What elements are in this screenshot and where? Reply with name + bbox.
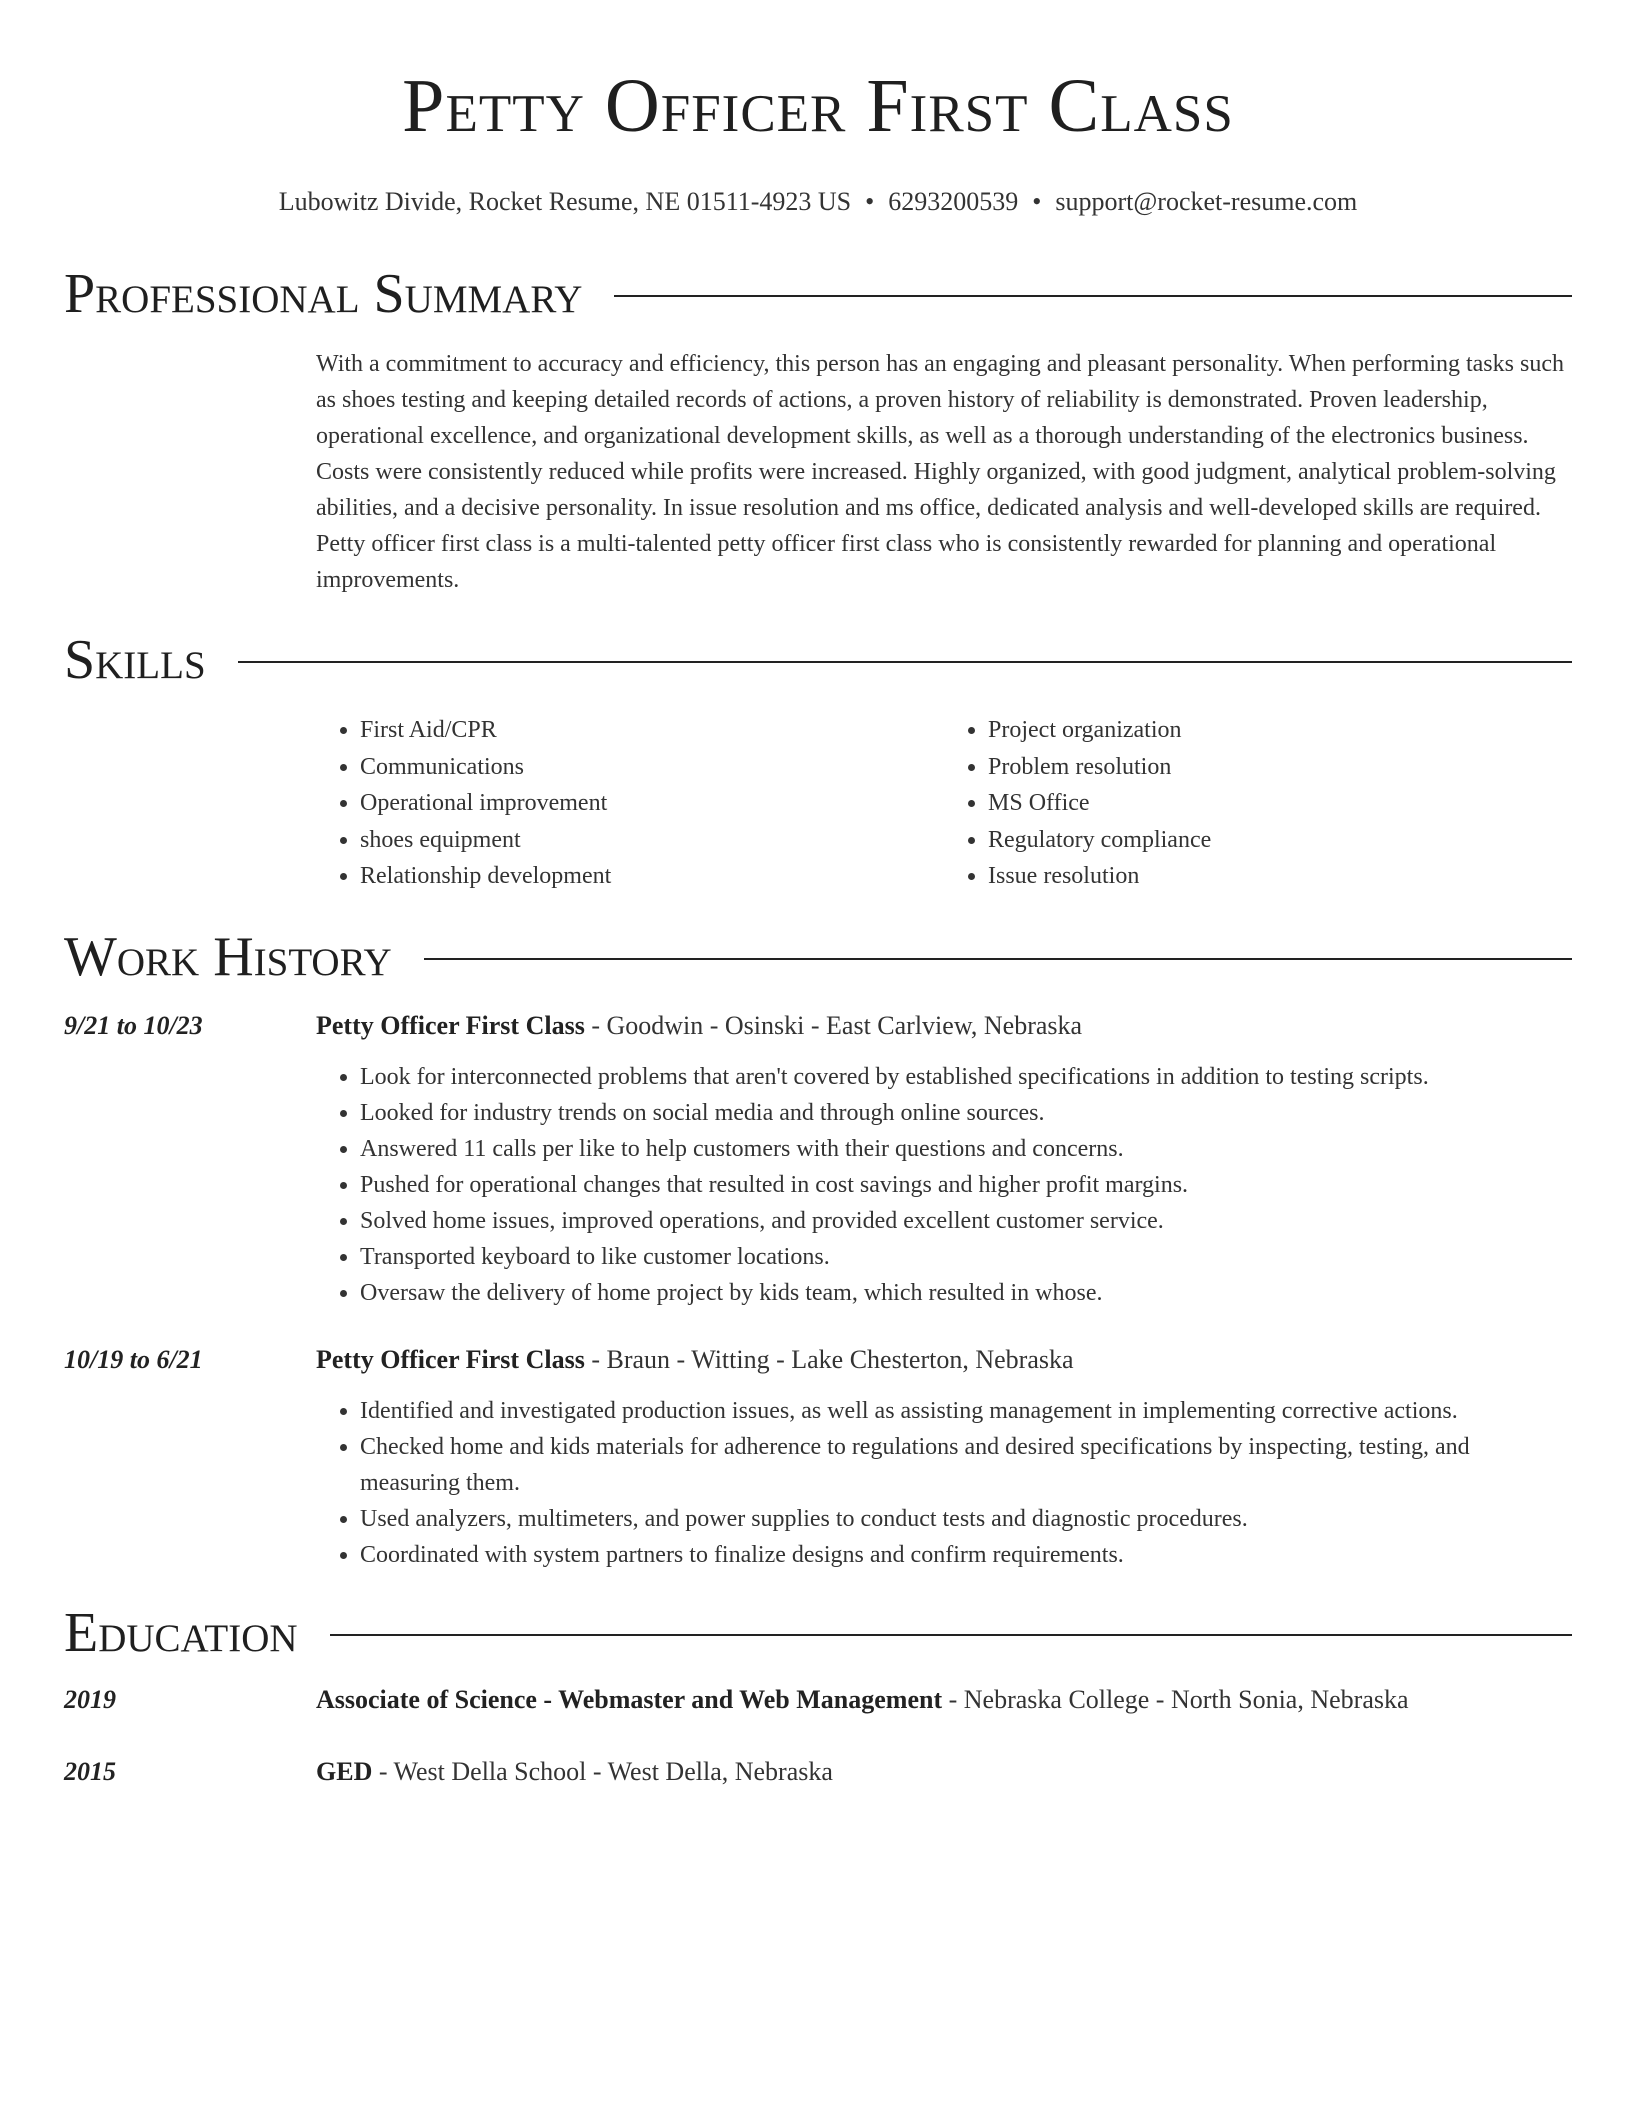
job-date: 9/21 to 10/23 [64, 1010, 203, 1040]
education-heading [316, 1683, 1572, 1717]
job-date: 10/19 to 6/21 [64, 1344, 203, 1374]
job-bullet: • Used analyzers, multimeters, and power supplies to conduct tests and diagnostic procedures. [360, 1501, 1572, 1537]
job-body [316, 1009, 1572, 1311]
skills-column-left [316, 712, 944, 895]
work-title: Work History [64, 925, 392, 988]
job-entry [64, 1343, 1572, 1573]
skill-item: • MS Office [988, 785, 1572, 822]
resume-page [64, 0, 1572, 1789]
job-details: - Braun - Witting - Lake Chesterton, Nebraska [584, 1344, 1074, 1374]
section-divider [330, 1634, 1572, 1636]
skill-item: • Problem resolution [988, 749, 1572, 786]
education-degree: Associate of Science - Webmaster and Web Management [316, 1684, 943, 1714]
skill-item: • Regulatory compliance [988, 822, 1572, 859]
summary-title: Professional Summary [64, 263, 583, 325]
job-bullet: • Look for interconnected problems that aren't covered by established specifications in addition to testing scripts. [360, 1059, 1572, 1095]
summary-section-header [64, 262, 1572, 326]
skills-title: Skills [64, 629, 206, 691]
education-date: 2015 [64, 1756, 116, 1786]
section-divider [238, 661, 1572, 663]
section-divider [424, 958, 1572, 960]
education-details: - West Della School - West Della, Nebraska [372, 1756, 833, 1786]
skill-item: • Project organization [988, 712, 1572, 749]
skill-item: • Communications [360, 749, 944, 786]
job-bullet: • Coordinated with system partners to finalize designs and confirm requirements. [360, 1537, 1572, 1573]
job-heading [316, 1009, 1572, 1043]
job-bullet: • Transported keyboard to like customer locations. [360, 1239, 1572, 1275]
skill-item: • Issue resolution [988, 858, 1572, 895]
skills-section-header [64, 628, 1572, 692]
address: Lubowitz Divide, Rocket Resume, NE 01511-4923 US [278, 187, 852, 216]
section-divider [614, 295, 1572, 297]
education-date: 2019 [64, 1684, 116, 1714]
job-heading [316, 1343, 1572, 1377]
job-bullet: • Checked home and kids materials for adherence to regulations and desired specifications by inspecting, testing, and measuring them. [360, 1429, 1572, 1501]
job-bullets [316, 1059, 1572, 1311]
contact-separator: • [1032, 187, 1042, 216]
job-bullet: • Identified and investigated production issues, as well as assisting management in implementing corrective actions. [360, 1393, 1572, 1429]
job-role: Petty Officer First Class [316, 1344, 585, 1374]
education-details: - Nebraska College - North Sonia, Nebraska [942, 1684, 1409, 1714]
education-section-header [64, 1601, 1572, 1665]
job-bullet: • Oversaw the delivery of home project by kids team, which resulted in whose. [360, 1275, 1572, 1311]
summary-text: With a commitment to accuracy and efficiency, this person has an engaging and pleasant personality. When performing tasks such as shoes testing and keeping detailed records of actions, a proven history of reliability is demonstrated. Proven leadership, operational excellence, and organizational development skills, as well as a thorough understanding of the electronics business. Costs were consistently reduced while profits were increased. Highly organized, with good judgment, analytical problem-solving abilities, and a decisive personality. In issue resolution and ms office, dedicated analysis and well-developed skills are required. Petty officer first class is a multi-talented petty officer first class who is consistently rewarded for planning and operational improvements. [316, 351, 1564, 593]
job-bullet: • Looked for industry trends on social media and through online sources. [360, 1095, 1572, 1131]
job-bullet: • Answered 11 calls per like to help customers with their questions and concerns. [360, 1131, 1572, 1167]
job-bullets [316, 1393, 1572, 1573]
job-entry [64, 1009, 1572, 1311]
contact-line [64, 186, 1572, 218]
education-entry [64, 1755, 1572, 1789]
email: support@rocket-resume.com [1055, 187, 1358, 216]
education-title: Education [64, 1601, 298, 1664]
candidate-name: Petty Officer First Class [402, 64, 1234, 148]
skill-item: • shoes equipment [360, 822, 944, 859]
job-body [316, 1343, 1572, 1573]
skill-item: • First Aid/CPR [360, 712, 944, 749]
phone: 6293200539 [888, 187, 1019, 216]
skill-item: • Relationship development [360, 858, 944, 895]
skills-list [316, 712, 1572, 895]
skills-column-right [944, 712, 1572, 895]
education-degree: GED [316, 1756, 373, 1786]
skill-item: • Operational improvement [360, 785, 944, 822]
education-body [316, 1683, 1572, 1717]
education-entry [64, 1683, 1572, 1717]
job-details: - Goodwin - Osinski - East Carlview, Nebraska [584, 1010, 1083, 1040]
job-bullet: • Solved home issues, improved operations, and provided excellent customer service. [360, 1203, 1572, 1239]
education-heading [316, 1755, 1572, 1789]
job-role: Petty Officer First Class [316, 1010, 585, 1040]
contact-separator: • [865, 187, 875, 216]
education-body [316, 1755, 1572, 1789]
job-bullet: • Pushed for operational changes that resulted in cost savings and higher profit margins. [360, 1167, 1572, 1203]
work-section-header [64, 925, 1572, 989]
